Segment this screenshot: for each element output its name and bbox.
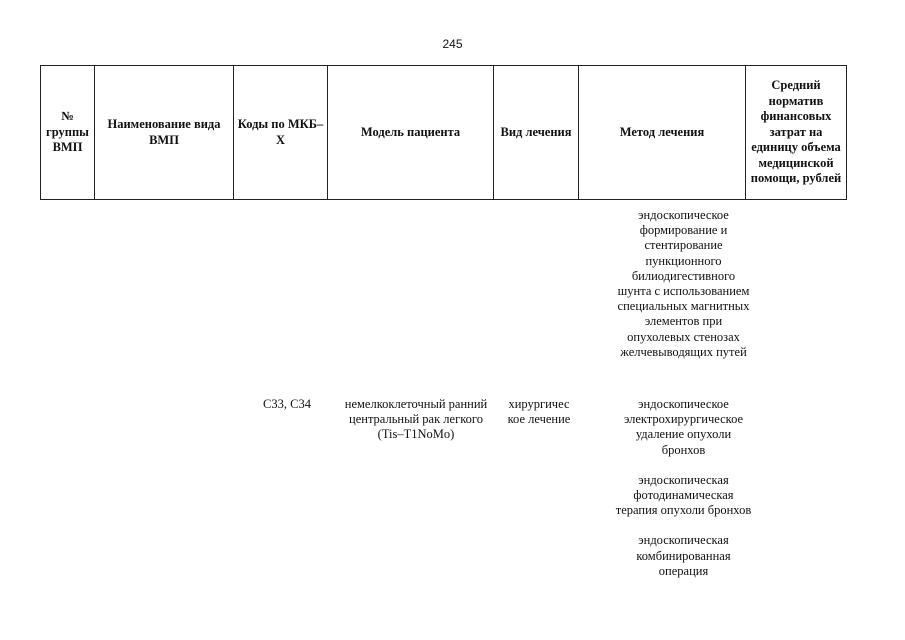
treatment-method-cell — [615, 397, 752, 579]
page-number: 245 — [442, 37, 463, 51]
header-treatment-method: Метод лечения — [579, 66, 746, 200]
header-treatment-type: Вид лечения — [494, 66, 579, 200]
header-group-no: № группы ВМП — [41, 66, 95, 200]
vmp-table-header — [40, 65, 847, 200]
method-item: эндоскопическое электрохирургическое удаление опухоли бронхов — [623, 397, 744, 457]
codes-cell: C33, C34 — [263, 397, 311, 411]
header-codes: Коды по МКБ–Х — [234, 66, 328, 200]
header-name: Наименование вида ВМП — [95, 66, 234, 200]
header-avg-cost: Средний норматив финансовых затрат на единицу объема медицинской помощи, рублей — [746, 66, 847, 200]
treatment-type-cell: хирургичес кое лечение — [507, 397, 571, 427]
method-item: эндоскопическая фотодинамическая терапия опухоли бронхов — [615, 472, 752, 518]
patient-model-cell: немелкоклеточный ранний центральный рак легкого (Tis–T1NoMo) — [344, 397, 488, 442]
method-continued: эндоскопическое формирование и стентирование пункционного билиодигестивного шунта с использованием специальных магнитных элементов при опухолевых стенозах желчевыводящих путей — [617, 208, 750, 359]
method-item: эндоскопическая комбинированная операция — [636, 533, 731, 578]
header-patient-model: Модель пациента — [328, 66, 494, 200]
